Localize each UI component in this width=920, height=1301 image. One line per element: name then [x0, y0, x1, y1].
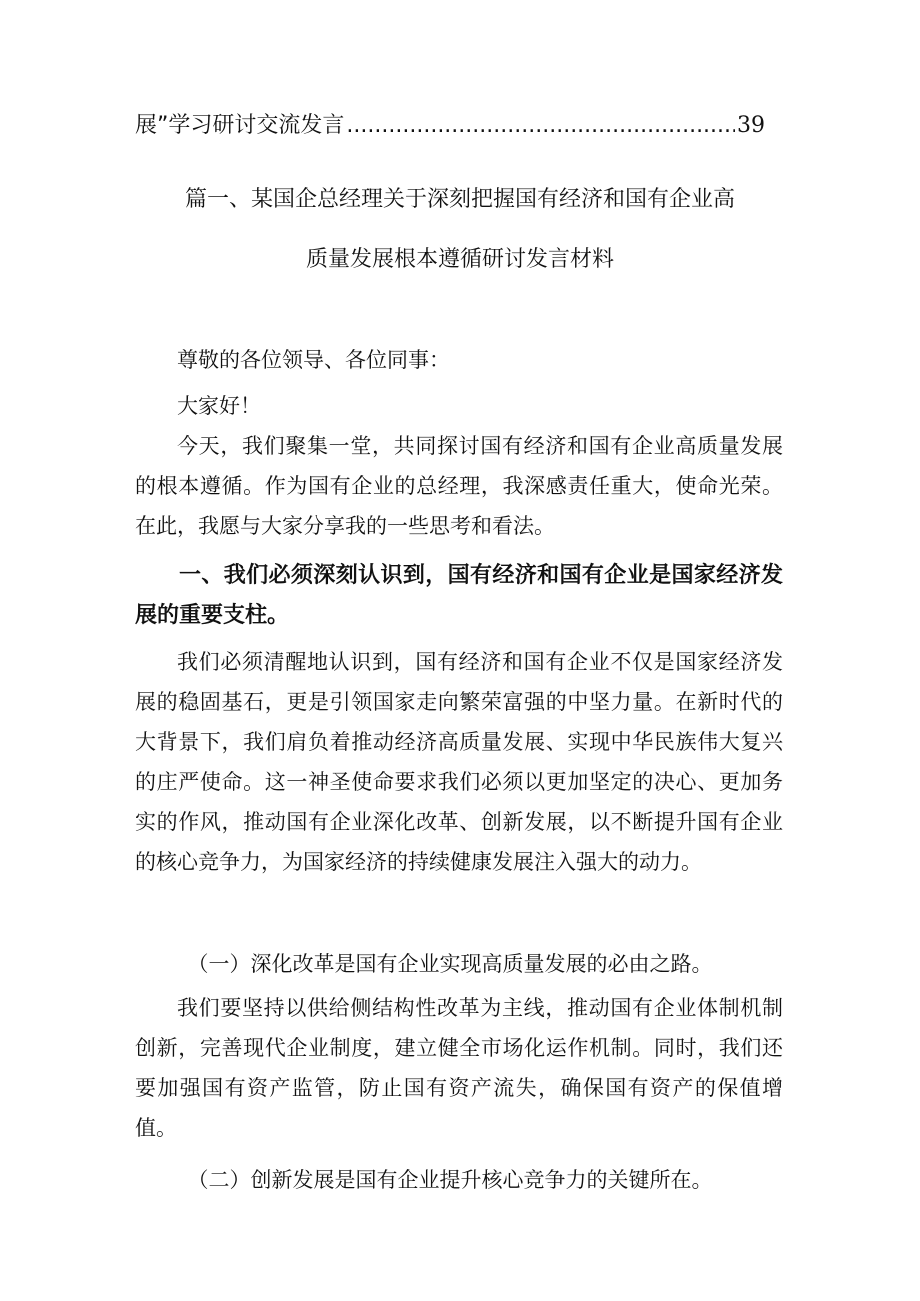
toc-entry[interactable] — [135, 108, 765, 148]
article-heading-line-1: 篇一、某国企总经理关于深刻把握国有经济和国有企业高 — [184, 187, 735, 212]
subsection-one-paragraph: 我们要坚持以供给侧结构性改革为主线，推动国有企业体制机制创新，完善现代企业制度，建立健全市场化运作机制。同时，我们还要加强国有资产监管，防止国有资产流失，确保国有资产的保值增值。 — [135, 996, 783, 1140]
article-heading-line-2: 质量发展根本遵循研讨发言材料 — [305, 247, 614, 272]
toc-dot-leader — [346, 113, 735, 138]
intro-paragraph: 今天，我们聚集一堂，共同探讨国有经济和国有企业高质量发展的根本遵循。作为国有企业的总经理，我深感责任重大，使命光荣。在此，我愿与大家分享我的一些思考和看法。 — [135, 434, 783, 538]
toc-page-number: 39 — [737, 113, 765, 138]
section-one-paragraph: 我们必须清醒地认识到，国有经济和国有企业不仅是国家经济发展的稳固基石，更是引领国家走向繁荣富强的中坚力量。在新时代的大背景下，我们肩负着推动经济高质量发展、实现中华民族伟大复兴的庄严使命。这一神圣使命要求我们必须以更加坚定的决心、更加务实的作风，推动国有企业深化改革、创新发展，以不断提升国有企业的核心竞争力，为国家经济的持续健康发展注入强大的动力。 — [135, 650, 783, 874]
section-one-title: 一、我们必须深刻认识到，国有经济和国有企业是国家经济发展的重要支柱。 — [135, 563, 783, 628]
toc-entry-title: 展”学习研讨交流发言 — [135, 113, 345, 138]
hello-paragraph: 大家好！ — [177, 394, 261, 418]
subsection-one-title: （一）深化改革是国有企业实现高质量发展的必由之路。 — [187, 952, 713, 976]
subsection-two-title: （二）创新发展是国有企业提升核心竞争力的关键所在。 — [187, 1168, 713, 1192]
greeting-paragraph: 尊敬的各位领导、各位同事： — [177, 348, 450, 372]
